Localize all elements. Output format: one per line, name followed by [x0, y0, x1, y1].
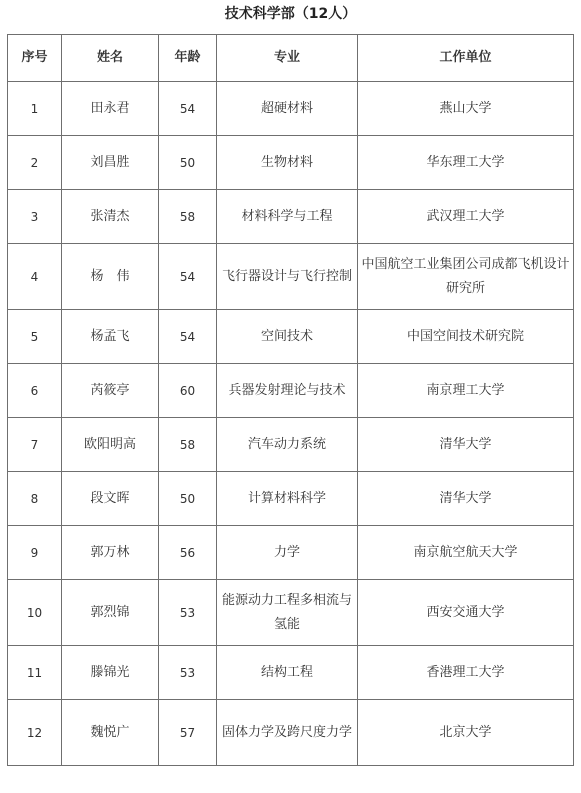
cell-major: 汽车动力系统 — [217, 418, 358, 472]
cell-major: 力学 — [217, 526, 358, 580]
cell-age: 58 — [159, 418, 217, 472]
header-major: 专业 — [217, 35, 358, 82]
cell-major: 计算材料科学 — [217, 472, 358, 526]
header-name: 姓名 — [62, 35, 159, 82]
cell-major: 超硬材料 — [217, 82, 358, 136]
cell-no: 10 — [8, 580, 62, 646]
cell-no: 3 — [8, 190, 62, 244]
cell-no: 7 — [8, 418, 62, 472]
table-row — [8, 310, 574, 364]
cell-no: 4 — [8, 244, 62, 310]
cell-name: 刘昌胜 — [62, 136, 159, 190]
table-row — [8, 646, 574, 700]
cell-unit: 香港理工大学 — [358, 646, 574, 700]
cell-unit: 清华大学 — [358, 472, 574, 526]
cell-name: 张清杰 — [62, 190, 159, 244]
cell-name: 欧阳明高 — [62, 418, 159, 472]
cell-major: 兵器发射理论与技术 — [217, 364, 358, 418]
table-row — [8, 700, 574, 766]
cell-age: 56 — [159, 526, 217, 580]
header-no: 序号 — [8, 35, 62, 82]
table-row — [8, 82, 574, 136]
cell-name: 杨孟飞 — [62, 310, 159, 364]
cell-age: 57 — [159, 700, 217, 766]
cell-name: 郭万林 — [62, 526, 159, 580]
cell-major: 结构工程 — [217, 646, 358, 700]
cell-age: 50 — [159, 472, 217, 526]
cell-unit: 华东理工大学 — [358, 136, 574, 190]
members-table — [7, 34, 574, 766]
cell-major: 材料科学与工程 — [217, 190, 358, 244]
table-row — [8, 580, 574, 646]
table-row — [8, 418, 574, 472]
cell-major: 飞行器设计与飞行控制 — [217, 244, 358, 310]
table-header-row — [8, 35, 574, 82]
table-row — [8, 136, 574, 190]
cell-name: 田永君 — [62, 82, 159, 136]
cell-age: 54 — [159, 82, 217, 136]
cell-unit: 清华大学 — [358, 418, 574, 472]
cell-unit: 中国空间技术研究院 — [358, 310, 574, 364]
cell-age: 50 — [159, 136, 217, 190]
cell-age: 60 — [159, 364, 217, 418]
cell-no: 12 — [8, 700, 62, 766]
cell-no: 8 — [8, 472, 62, 526]
cell-unit: 南京理工大学 — [358, 364, 574, 418]
cell-major: 空间技术 — [217, 310, 358, 364]
cell-no: 6 — [8, 364, 62, 418]
cell-name: 郭烈锦 — [62, 580, 159, 646]
cell-no: 1 — [8, 82, 62, 136]
table-row — [8, 526, 574, 580]
cell-unit: 南京航空航天大学 — [358, 526, 574, 580]
cell-age: 53 — [159, 646, 217, 700]
cell-no: 11 — [8, 646, 62, 700]
cell-unit: 中国航空工业集团公司成都飞机设计研究所 — [358, 244, 574, 310]
cell-no: 5 — [8, 310, 62, 364]
cell-name: 杨 伟 — [62, 244, 159, 310]
cell-major: 生物材料 — [217, 136, 358, 190]
cell-unit: 北京大学 — [358, 700, 574, 766]
cell-age: 54 — [159, 244, 217, 310]
cell-name: 滕锦光 — [62, 646, 159, 700]
cell-age: 53 — [159, 580, 217, 646]
cell-unit: 武汉理工大学 — [358, 190, 574, 244]
cell-major: 能源动力工程多相流与氢能 — [217, 580, 358, 646]
cell-name: 段文晖 — [62, 472, 159, 526]
table-row — [8, 244, 574, 310]
cell-no: 2 — [8, 136, 62, 190]
cell-unit: 西安交通大学 — [358, 580, 574, 646]
table-row — [8, 472, 574, 526]
header-unit: 工作单位 — [358, 35, 574, 82]
cell-name: 芮筱亭 — [62, 364, 159, 418]
cell-no: 9 — [8, 526, 62, 580]
cell-unit: 燕山大学 — [358, 82, 574, 136]
cell-age: 54 — [159, 310, 217, 364]
cell-major: 固体力学及跨尺度力学 — [217, 700, 358, 766]
header-age: 年龄 — [159, 35, 217, 82]
page-title: 技术科学部（12人） — [224, 6, 357, 22]
table-row — [8, 190, 574, 244]
cell-age: 58 — [159, 190, 217, 244]
table-row — [8, 364, 574, 418]
cell-name: 魏悦广 — [62, 700, 159, 766]
